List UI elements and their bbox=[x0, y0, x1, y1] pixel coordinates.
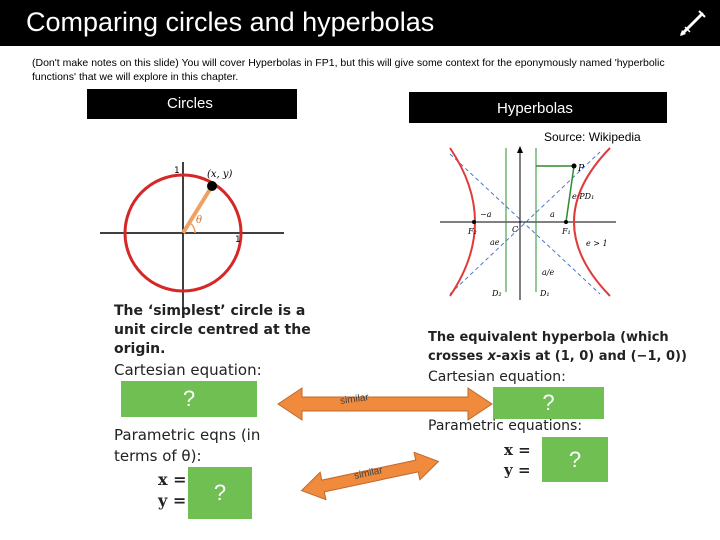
unit-circle-figure bbox=[92, 160, 292, 310]
hyperbola-param-label: Parametric equations: bbox=[428, 418, 583, 434]
hyperbola-param-answer-box[interactable]: ? bbox=[542, 437, 608, 482]
hyperbola-param-y: y = bbox=[504, 461, 531, 479]
circle-param-answer-box[interactable]: ? bbox=[188, 467, 252, 519]
similar-label-bottom: similar bbox=[353, 465, 384, 482]
focus-f1 bbox=[564, 220, 568, 224]
hyperbola-param-x: x = bbox=[504, 441, 531, 459]
label-ae: ae bbox=[490, 238, 500, 247]
teacher-note: (Don't make notes on this slide) You will cover Hyperbolas in FP1, but this will give some context for the eponymously named 'hyperbolic functions' that we will explore in this chapter. bbox=[32, 57, 665, 83]
hyperbola-description-x: x bbox=[487, 349, 496, 364]
label-a: a bbox=[550, 210, 555, 219]
hyperbola-description-pre: crosses bbox=[428, 349, 488, 364]
tick-label-y-one: 1 bbox=[174, 166, 180, 176]
circle-param-x: x = bbox=[158, 470, 187, 489]
circle-cartesian-answer-box[interactable]: ? bbox=[121, 381, 257, 417]
label-d1: D₁ bbox=[540, 289, 550, 298]
focus-f2 bbox=[472, 220, 476, 224]
label-p: P bbox=[578, 164, 585, 174]
hyperbola-description-post: -axis at (1, 0) and (−1, 0)) bbox=[496, 349, 687, 364]
pen-icon[interactable] bbox=[676, 6, 710, 40]
title-bar bbox=[0, 0, 720, 46]
label-d2: D₂ bbox=[492, 289, 502, 298]
point-xy bbox=[207, 181, 217, 191]
source-credit: Source: Wikipedia bbox=[544, 130, 641, 144]
theta-arc bbox=[190, 223, 195, 233]
circle-description-line-3: origin. bbox=[114, 341, 166, 357]
circle-param-y: y = bbox=[158, 491, 187, 510]
hyperbola-description-line-2 bbox=[428, 349, 687, 364]
label-e-pd1: e·PD₁ bbox=[572, 192, 595, 201]
circles-header-label: Circles bbox=[167, 95, 213, 112]
hyperbolas-header-label: Hyperbolas bbox=[497, 100, 573, 117]
label-e-gt-1: e > 1 bbox=[586, 239, 608, 248]
theta-label: θ bbox=[196, 215, 203, 226]
similar-arrow-top bbox=[276, 384, 494, 424]
label-a-over-e: a/e bbox=[542, 268, 555, 277]
hyperbola-cartesian-answer-box[interactable]: ? bbox=[493, 387, 604, 419]
point-p bbox=[572, 164, 577, 169]
slide-title: Comparing circles and hyperbolas bbox=[26, 7, 435, 37]
circle-description-line-1: The ‘simplest’ circle is a bbox=[114, 303, 306, 319]
circle-cartesian-label: Cartesian equation: bbox=[114, 361, 262, 379]
label-f1: F₁ bbox=[562, 227, 571, 236]
circle-description-line-2: unit circle centred at the bbox=[114, 322, 311, 338]
label-minus-a: −a bbox=[480, 210, 492, 219]
y-axis-arrowhead bbox=[517, 146, 523, 153]
tick-label-x-one: 1 bbox=[235, 235, 241, 245]
hyperbola-description-line-1: The equivalent hyperbola (which bbox=[428, 330, 669, 345]
label-f2: F₂ bbox=[468, 227, 477, 236]
circles-header bbox=[87, 89, 297, 119]
hyperbola-figure bbox=[440, 144, 616, 304]
circle-param-label-line-2: terms of θ): bbox=[114, 447, 202, 465]
hyperbola-cartesian-label: Cartesian equation: bbox=[428, 369, 566, 385]
similar-label-top: similar bbox=[339, 392, 370, 407]
label-c: C bbox=[512, 225, 519, 234]
point-label: (x, y) bbox=[207, 169, 233, 180]
hyperbolas-header bbox=[409, 92, 667, 123]
circle-param-label-line-1: Parametric eqns (in bbox=[114, 426, 261, 444]
